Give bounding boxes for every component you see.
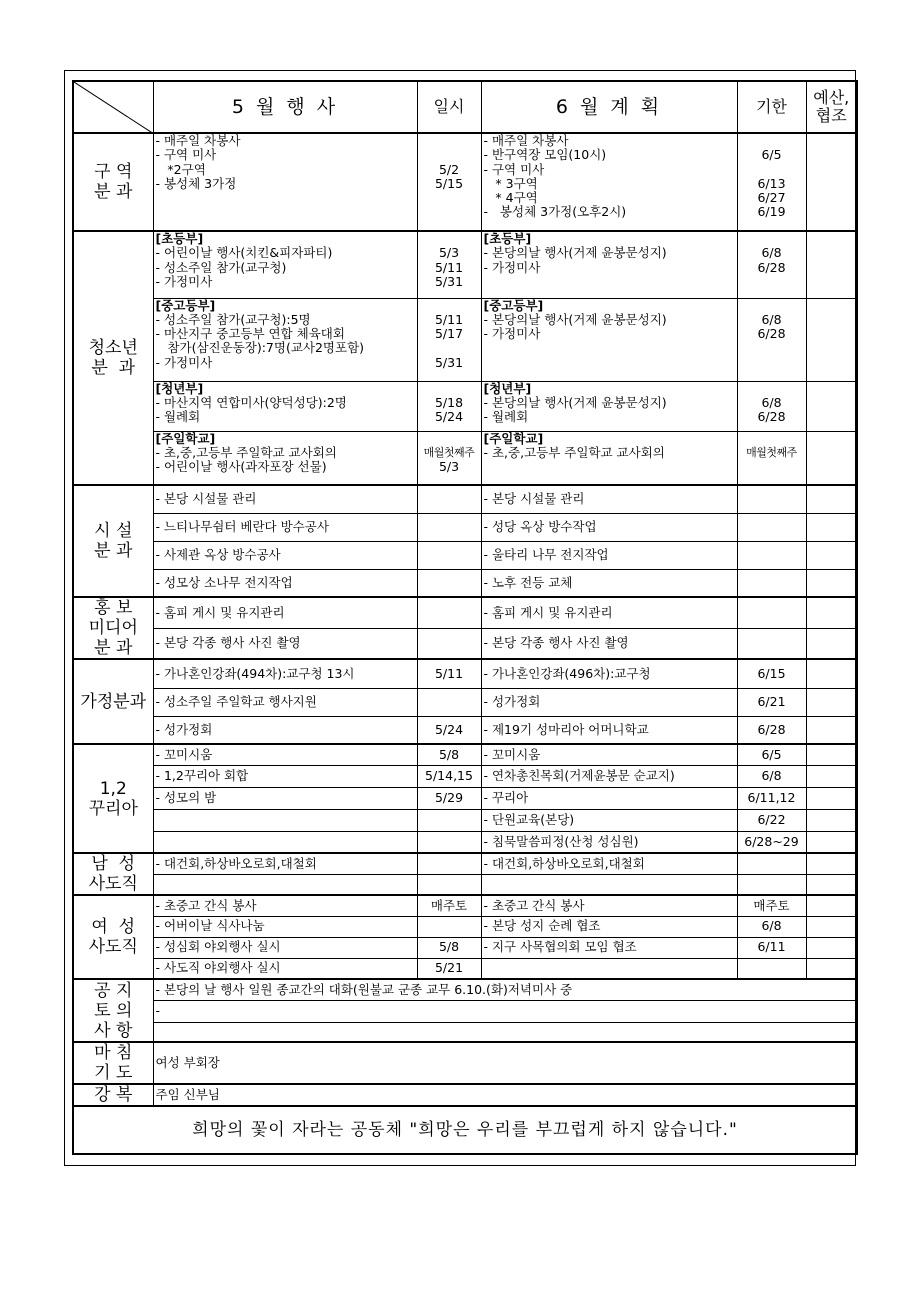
- date-value: 6/5: [737, 744, 806, 765]
- date-value: 6/22: [737, 809, 806, 831]
- media-row: [73, 597, 857, 628]
- subsection-title: [초등부]: [155, 231, 204, 246]
- curia-label-line: 꾸리아: [88, 798, 138, 819]
- subsection-title: [초등부]: [483, 231, 532, 246]
- women-label-line: 여 성: [91, 917, 136, 937]
- header-june-plan: 6 월 계 획: [481, 81, 737, 133]
- list-item: - 본당 각종 행사 사진 촬영: [153, 628, 417, 659]
- budget-cell: [806, 628, 857, 659]
- women-row: [73, 958, 857, 979]
- media-label: [73, 597, 153, 659]
- notice-label-line: 토 의: [94, 1000, 133, 1021]
- list-item: - 본당의날 행사(거제 윤봉문성지): [483, 311, 667, 327]
- date-value: [417, 688, 481, 716]
- youth-label: [73, 231, 153, 485]
- closing-prayer-value: 여성 부회장: [153, 1042, 857, 1084]
- budget-cell: [806, 541, 857, 569]
- men-label-line: 사도직: [88, 874, 138, 894]
- date-value: [417, 809, 481, 831]
- list-item: - 어린이날 행사(과자포장 선물): [155, 459, 327, 475]
- facility-row: [73, 485, 857, 513]
- young-adult-may: [153, 381, 417, 431]
- women-row: [73, 895, 857, 916]
- elementary-may-dates: [417, 231, 481, 298]
- date-cell: [737, 628, 806, 659]
- middle-high-june: [481, 298, 737, 381]
- list-item: - 반구역장 모임(10시): [483, 147, 607, 163]
- budget-cell: [806, 431, 857, 485]
- budget-cell: [806, 853, 857, 874]
- district-row: [73, 133, 857, 231]
- list-item: - 본당의날 행사(거제 윤봉문성지): [483, 245, 667, 261]
- facility-row: [73, 569, 857, 597]
- diagonal-line-icon: [74, 82, 154, 134]
- date-value: 6/11,12: [737, 787, 806, 809]
- list-item: - 가정미사: [483, 259, 541, 275]
- date-cell: [417, 513, 481, 541]
- facility-label-line: 분 과: [94, 541, 133, 561]
- list-item: - 어버이날 식사나눔: [153, 916, 417, 937]
- family-row: [73, 688, 857, 716]
- date-value: 5/14,15: [417, 765, 481, 787]
- date-cell: [417, 485, 481, 513]
- budget-cell: [806, 765, 857, 787]
- list-item: - 본당 각종 행사 사진 촬영: [481, 628, 737, 659]
- date-value: 6/19: [757, 204, 786, 220]
- date-value: 6/8: [737, 765, 806, 787]
- subsection-title: [중고등부]: [155, 297, 216, 313]
- women-row: [73, 937, 857, 958]
- header-date: 일시: [417, 81, 481, 133]
- list-item: - 본당의날 행사(거제 윤봉문성지): [483, 394, 667, 410]
- elementary-may: [153, 231, 417, 298]
- date-value: 6/28: [757, 409, 786, 425]
- facility-row: [73, 541, 857, 569]
- date-value: 5/24: [417, 716, 481, 744]
- blessing-label: 강 복: [73, 1084, 153, 1106]
- list-item: [153, 831, 417, 853]
- list-item: - 가나혼인강좌(496차):교구청: [481, 659, 737, 688]
- list-item: - 성당 옥상 방수작업: [481, 513, 737, 541]
- date-cell: [737, 874, 806, 895]
- family-label: 가정분과: [73, 659, 153, 744]
- header-corner: [73, 81, 153, 133]
- list-item: - 월례회: [483, 409, 529, 425]
- date-value: 6/8: [737, 916, 806, 937]
- date-value: 6/11: [737, 937, 806, 958]
- list-item: - 대건회,하상바오로회,대철회: [481, 853, 737, 874]
- list-item: - 구역 미사: [155, 147, 217, 163]
- date-cell: [737, 541, 806, 569]
- list-item: - 초중고 간식 봉사: [153, 895, 417, 916]
- budget-cell: [806, 958, 857, 979]
- budget-cell: [806, 133, 857, 231]
- list-item: - 가정미사: [483, 326, 541, 342]
- list-item: - 초중고 간식 봉사: [481, 895, 737, 916]
- date-cell: [737, 597, 806, 628]
- list-item: - 매주일 차봉사: [155, 133, 241, 148]
- sunday-school-june-dates: [737, 431, 806, 485]
- list-item: - 지구 사목협의회 모임 협조: [481, 937, 737, 958]
- header-budget: [806, 81, 857, 133]
- list-item: 참가(삼진운동장):7명(교사2명포함): [155, 340, 365, 356]
- district-label-line: 분 과: [94, 182, 133, 202]
- budget-cell: [806, 231, 857, 298]
- list-item: - 성심회 야외행사 실시: [153, 937, 417, 958]
- list-item: [481, 958, 737, 979]
- date-value: 6/8: [761, 394, 782, 410]
- list-item: - 본당 성지 순례 협조: [481, 916, 737, 937]
- district-june: [481, 133, 737, 231]
- date-cell: [417, 541, 481, 569]
- notice-label-line: 공 지: [94, 980, 133, 1001]
- list-item: - 노후 전등 교체: [481, 569, 737, 597]
- budget-cell: [806, 298, 857, 381]
- list-item: - 꼬미시움: [153, 744, 417, 765]
- date-value: 5/11: [434, 311, 464, 327]
- budget-cell: [806, 916, 857, 937]
- header-may-events: 5 월 행 사: [153, 81, 417, 133]
- notice-row: [73, 1022, 857, 1042]
- subsection-title: [주일학교]: [155, 430, 216, 446]
- date-value: 6/8: [761, 245, 782, 261]
- women-label-line: 사도직: [88, 937, 138, 957]
- media-label-line: 미디어: [88, 618, 138, 638]
- date-cell: [417, 569, 481, 597]
- date-value: [417, 831, 481, 853]
- budget-cell: [806, 485, 857, 513]
- monthly-report-table: [72, 80, 858, 1155]
- date-cell: [417, 874, 481, 895]
- date-value: 6/5: [761, 147, 782, 163]
- elementary-june: [481, 231, 737, 298]
- list-item: - 초,중,고등부 주일학교 교사회의: [155, 444, 337, 460]
- youth-label-line: 분 과: [91, 358, 136, 378]
- list-item: - 꾸리아: [481, 787, 737, 809]
- list-item: - 초,중,고등부 주일학교 교사회의: [483, 444, 665, 460]
- curia-row: [73, 744, 857, 765]
- header-budget-line: 예산,: [813, 88, 850, 107]
- date-value: 5/8: [417, 937, 481, 958]
- young-adult-june: [481, 381, 737, 431]
- budget-cell: [806, 937, 857, 958]
- list-item: - 사제관 옥상 방수공사: [153, 541, 417, 569]
- date-cell: [737, 485, 806, 513]
- slogan-row: [73, 1106, 857, 1154]
- list-item: [153, 874, 417, 895]
- district-june-dates: [737, 133, 806, 231]
- date-cell: [737, 853, 806, 874]
- list-item: - 본당 시설물 관리: [153, 485, 417, 513]
- list-item: - 단원교육(본당): [481, 809, 737, 831]
- blessing-value: 주임 신부님: [153, 1084, 857, 1106]
- middle-high-may-dates: [417, 298, 481, 381]
- list-item: - 성소주일 참가(교구청): [155, 259, 287, 275]
- list-item: * 3구역: [483, 175, 538, 191]
- list-item: - 어린이날 행사(치킨&피자파티): [155, 245, 333, 261]
- sunday-school-may-dates: [417, 431, 481, 485]
- youth-sunday-school-row: [73, 431, 857, 485]
- family-row: [73, 659, 857, 688]
- date-value: 매월첫째주: [746, 445, 797, 459]
- list-item: - 대건회,하상바오로회,대철회: [153, 853, 417, 874]
- middle-high-june-dates: [737, 298, 806, 381]
- budget-cell: [806, 744, 857, 765]
- men-label: [73, 853, 153, 895]
- date-cell: [417, 853, 481, 874]
- list-item: - 본당 시설물 관리: [481, 485, 737, 513]
- subsection-title: [주일학교]: [483, 430, 544, 446]
- date-value: 6/8: [761, 311, 782, 327]
- list-item: - 느티나무쉼터 베란다 방수공사: [153, 513, 417, 541]
- closing-prayer-label-line: 기 도: [94, 1063, 133, 1083]
- date-cell: [737, 513, 806, 541]
- middle-high-may: [153, 298, 417, 381]
- list-item: - 제19기 성마리아 어머니학교: [481, 716, 737, 744]
- closing-prayer-row: [73, 1042, 857, 1084]
- media-row: [73, 628, 857, 659]
- men-label-line: 남 성: [91, 854, 136, 874]
- list-item: - 마산지구 중고등부 연합 체육대회: [155, 326, 345, 342]
- media-label-line: 분 과: [94, 638, 133, 658]
- list-item: - 가나혼인강좌(494차):교구청 13시: [153, 659, 417, 688]
- blessing-row: [73, 1084, 857, 1106]
- youth-young-adult-row: [73, 381, 857, 431]
- date-value: 5/3: [438, 245, 460, 261]
- date-value: 6/15: [737, 659, 806, 688]
- closing-prayer-label: [73, 1042, 153, 1084]
- list-item: - 성소주일 주일학교 행사지원: [153, 688, 417, 716]
- youth-elementary-row: [73, 231, 857, 298]
- district-label-line: 구 역: [94, 162, 133, 182]
- list-item: - 가정미사: [155, 354, 213, 370]
- curia-row: [73, 787, 857, 809]
- subsection-title: [청년부]: [155, 380, 204, 396]
- date-value: 5/31: [434, 273, 464, 289]
- budget-cell: [806, 688, 857, 716]
- notice-row: [73, 1000, 857, 1022]
- list-item: - 울타리 나무 전지작업: [481, 541, 737, 569]
- date-value: 5/29: [417, 787, 481, 809]
- list-item: - 성가정회: [153, 716, 417, 744]
- curia-row: [73, 831, 857, 853]
- family-row: [73, 716, 857, 744]
- subsection-title: [청년부]: [483, 380, 532, 396]
- facility-label-line: 시 설: [94, 521, 133, 541]
- date-value: 6/28: [737, 716, 806, 744]
- notice-item: -: [153, 1000, 857, 1022]
- list-item: - 홈피 게시 및 유지관리: [481, 597, 737, 628]
- list-item: - 성모상 소나무 전지작업: [153, 569, 417, 597]
- budget-cell: [806, 787, 857, 809]
- closing-prayer-label-line: 마 침: [94, 1043, 133, 1063]
- date-value: 5/2: [438, 161, 460, 177]
- date-value: 6/28: [757, 326, 786, 342]
- facility-label: [73, 485, 153, 597]
- list-item: - 성모의 밤: [153, 787, 417, 809]
- sunday-school-june: [481, 431, 737, 485]
- date-value: 5/17: [434, 326, 464, 342]
- date-value: 6/28: [757, 259, 786, 275]
- curia-row: [73, 809, 857, 831]
- date-value: 매주토: [737, 895, 806, 916]
- date-value: 5/31: [434, 354, 464, 370]
- notice-item: - 본당의 날 행사 일원 종교간의 대화(원불교 군종 교무 6.10.(화)저녁미사 중: [153, 979, 857, 1000]
- notice-item: [153, 1022, 857, 1042]
- budget-cell: [806, 597, 857, 628]
- list-item: - 구역 미사: [483, 161, 545, 177]
- curia-label: [73, 744, 153, 853]
- list-item: - 꼬미시움: [481, 744, 737, 765]
- list-item: - 1,2꾸리아 회합: [153, 765, 417, 787]
- date-value: 5/24: [434, 409, 464, 425]
- young-adult-june-dates: [737, 381, 806, 431]
- list-item: - 봉성체 3가정: [155, 175, 237, 191]
- header-row: [73, 81, 857, 133]
- budget-cell: [806, 716, 857, 744]
- date-value: 5/3: [438, 459, 460, 475]
- date-value: 5/11: [434, 259, 464, 275]
- date-value: [737, 958, 806, 979]
- date-cell: [737, 569, 806, 597]
- date-cell: [417, 597, 481, 628]
- subsection-title: [중고등부]: [483, 297, 544, 313]
- header-deadline: 기한: [737, 81, 806, 133]
- date-value: 5/21: [417, 958, 481, 979]
- elementary-june-dates: [737, 231, 806, 298]
- youth-middle-high-row: [73, 298, 857, 381]
- youth-label-line: 청소년: [88, 338, 138, 358]
- list-item: * 4구역: [483, 190, 538, 206]
- budget-cell: [806, 809, 857, 831]
- date-value: 6/27: [757, 190, 786, 206]
- date-value: 매월첫째주: [423, 445, 475, 459]
- date-value: 6/28~29: [737, 831, 806, 853]
- curia-row: [73, 765, 857, 787]
- list-item: - 월례회: [155, 409, 201, 425]
- young-adult-may-dates: [417, 381, 481, 431]
- list-item: - 마산지역 연합미사(양덕성당):2명: [155, 394, 347, 410]
- date-value: 매주토: [417, 895, 481, 916]
- date-value: 6/13: [757, 175, 786, 191]
- budget-cell: [806, 895, 857, 916]
- budget-cell: [806, 659, 857, 688]
- date-value: 5/15: [434, 175, 464, 191]
- budget-cell: [806, 874, 857, 895]
- men-row: [73, 874, 857, 895]
- list-item: *2구역: [155, 161, 206, 177]
- slogan: 희망의 꽃이 자라는 공동체 "희망은 우리를 부끄럽게 하지 않습니다.": [73, 1106, 857, 1154]
- men-row: [73, 853, 857, 874]
- facility-row: [73, 513, 857, 541]
- date-value: 5/11: [417, 659, 481, 688]
- list-item: - 성가정회: [481, 688, 737, 716]
- budget-cell: [806, 381, 857, 431]
- date-value: [417, 916, 481, 937]
- notice-row: [73, 979, 857, 1000]
- list-item: - 침묵말씀피정(산청 성심원): [481, 831, 737, 853]
- list-item: - 연차총친목회(거제윤봉문 순교지): [481, 765, 737, 787]
- list-item: - 홈피 게시 및 유지관리: [153, 597, 417, 628]
- sunday-school-may: [153, 431, 417, 485]
- date-cell: [417, 628, 481, 659]
- notice-label-line: 사 항: [94, 1020, 133, 1041]
- notice-label: [73, 979, 153, 1042]
- list-item: - 매주일 차봉사: [483, 133, 569, 148]
- list-item: - 성소주일 참가(교구청):5명: [155, 311, 311, 327]
- list-item: - 가정미사: [155, 273, 213, 289]
- curia-label-line: 1,2: [99, 778, 127, 799]
- list-item: [481, 874, 737, 895]
- budget-cell: [806, 831, 857, 853]
- women-row: [73, 916, 857, 937]
- budget-cell: [806, 569, 857, 597]
- list-item: [153, 809, 417, 831]
- media-label-line: 홍 보: [94, 598, 133, 618]
- budget-cell: [806, 513, 857, 541]
- header-budget-line: 협조: [815, 106, 847, 125]
- list-item: - 사도직 야외행사 실시: [153, 958, 417, 979]
- district-may: [153, 133, 417, 231]
- date-value: 5/18: [434, 394, 464, 410]
- list-item: - 봉성체 3가정(오후2시): [483, 204, 627, 220]
- district-label: [73, 133, 153, 231]
- women-label: [73, 895, 153, 979]
- date-value: 6/21: [737, 688, 806, 716]
- district-may-dates: [417, 133, 481, 231]
- date-value: 5/8: [417, 744, 481, 765]
